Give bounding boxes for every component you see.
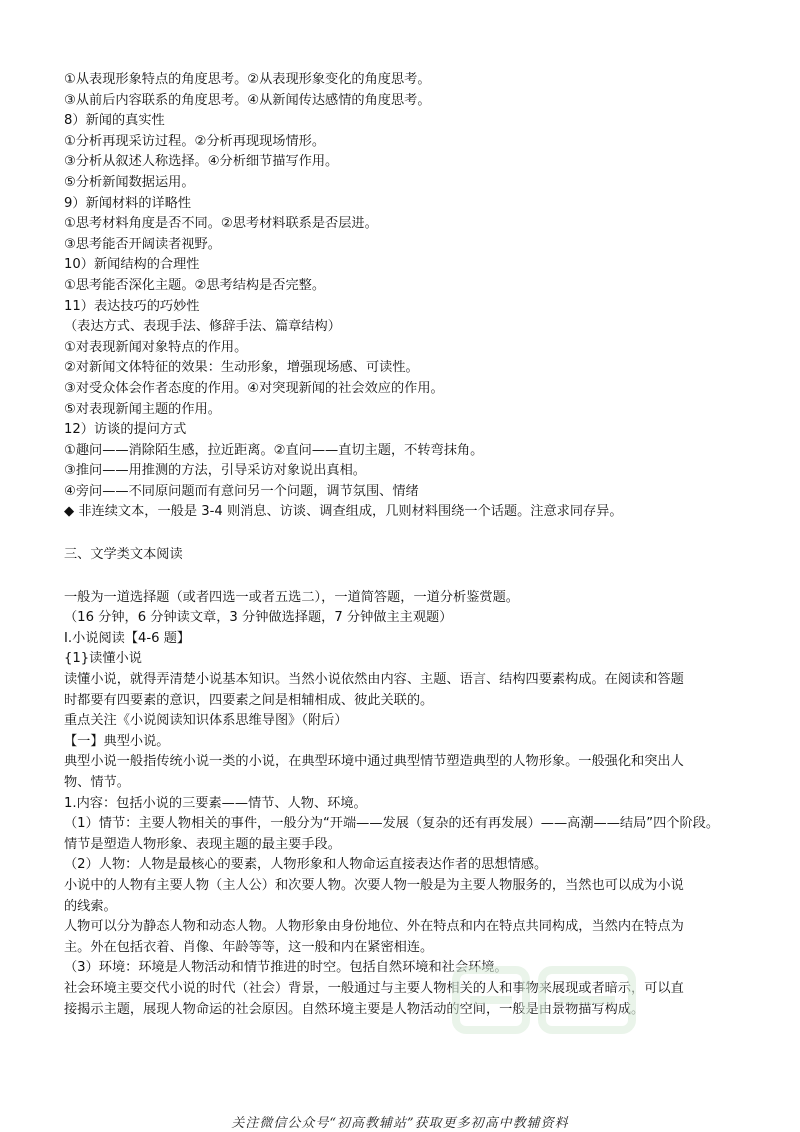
text-line: ②对新闻文体特征的效果：生动形象，增强现场感、可读性。: [64, 360, 419, 376]
text-line: 10）新闻结构的合理性: [64, 257, 200, 273]
text-line: 物、情节。: [64, 775, 130, 790]
text-line: ⑤对表现新闻主题的作用。: [64, 401, 221, 417]
text-line: Ⅰ.小说阅读【4-6 题】: [64, 630, 191, 646]
text-line: ③分析从叙述人称选择。④分析细节描写作用。: [64, 154, 339, 170]
text-line: ①思考能否深化主题。②思考结构是否完整。: [64, 277, 326, 293]
text-line: 接揭示主题，展现人物命运的社会原因。自然环境主要是人物活动的空间，一般是由景物描写构成。: [64, 1001, 645, 1017]
text-line: （表达方式、表现手法、修辞手法、篇章结构）: [64, 319, 341, 335]
text-line: 9）新闻材料的详略性: [64, 195, 192, 211]
footer-promo-text: 关注微信公众号“初高教辅站”获取更多初高中教辅资料: [231, 1116, 569, 1131]
text-line: 情节是塑造人物形象、表现主题的最主要手段。: [64, 836, 341, 852]
text-line: 11）表达技巧的巧妙性: [64, 298, 200, 314]
text-line: ◆ 非连续文本，一般是 3-4 则消息、访谈、调查组成，几则材料围绕一个话题。注意求同存异。: [64, 504, 623, 520]
text-line: 重点关注《小说阅读知识体系思维导图》（附后）: [64, 713, 348, 729]
text-line: ①分析再现采访过程。②分析再现现场情形。: [64, 133, 326, 149]
text-line: ①思考材料角度是否不同。②思考材料联系是否层进。: [64, 216, 378, 232]
text-line: 一般为一道选择题（或者四选一或者五选二），一道简答题，一道分析鉴赏题。: [64, 589, 519, 605]
text-line: （16 分钟，6 分钟读文章，3 分钟做选择题，7 分钟做主主观题）: [64, 610, 453, 626]
text-line: 主。外在包括衣着、肖像、年龄等等，这一般和内在紧密相连。: [64, 939, 434, 955]
text-line: ①从表现形象特点的角度思考。②从表现形象变化的角度思考。: [64, 72, 431, 87]
text-line: ③对受众体会作者态度的作用。④对突现新闻的社会效应的作用。: [64, 380, 444, 396]
text-line: 社会环境主要交代小说的时代（社会）背景，一般通过与主要人物相关的人和事物来展现或者暗示，可以直: [64, 980, 684, 996]
text-line: 典型小说一般指传统小说一类的小说，在典型环境中通过典型情节塑造典型的人物形象。一般强化和突出人: [64, 754, 684, 770]
text-line: ⑤分析新闻数据运用。: [64, 174, 195, 190]
text-line: ③思考能否开阔读者视野。: [64, 236, 221, 252]
text-line: ①对表现新闻对象特点的作用。: [64, 339, 248, 355]
text-line: 8）新闻的真实性: [64, 113, 165, 129]
text-line: 人物可以分为静态人物和动态人物。人物形象由身份地位、外在特点和内在特点共同构成，当然内在特点为: [64, 919, 684, 935]
text-line: 时都要有四要素的意识，四要素之间是相辅相成、彼此关联的。: [64, 692, 434, 708]
text-line: {1}读懂小说: [64, 651, 142, 667]
text-line: （3）环境：环境是人物活动和情节推进的时空。包括自然环境和社会环境。: [64, 960, 508, 976]
text-line: 【一】典型小说。: [64, 733, 170, 749]
text-line: ③推问——用推测的方法，引导采访对象说出真相。: [64, 463, 366, 479]
section-heading: 三、文学类文本阅读: [64, 547, 183, 563]
text-line: 1.内容：包括小说的三要素——情节、人物、环境。: [64, 795, 367, 811]
text-line: ①趣问——消除陌生感，拉近距离。②直问——直切主题，不转弯抹角。: [64, 442, 484, 458]
text-line: 12）访谈的提问方式: [64, 422, 187, 438]
literary-reading-list: [64, 588, 744, 1020]
text-line: 读懂小说，就得弄清楚小说基本知识。当然小说依然由内容、主题、语言、结构四要素构成。在阅读和答题: [64, 672, 684, 688]
document-body: [64, 70, 744, 1020]
text-line: 的线索。: [64, 898, 117, 914]
news-reading-list: [64, 70, 744, 523]
text-line: 小说中的人物有主要人物（主人公）和次要人物。次要人物一般是为主要人物服务的，当然也可以成为小说: [64, 877, 684, 893]
text-line: ③从前后内容联系的角度思考。④从新闻传达感情的角度思考。: [64, 92, 431, 108]
spacer: [64, 523, 744, 545]
spacer: [64, 566, 744, 588]
text-line: （1）情节：主要人物相关的事件，一般分为“开端——发展（复杂的还有再发展）——高潮——结局”四个阶段。: [64, 816, 720, 832]
text-line: ④旁问——不同原问题而有意问另一个问题，调节氛围、情绪: [64, 483, 419, 499]
text-line: （2）人物：人物是最核心的要素，人物形象和人物命运直接表达作者的思想情感。: [64, 857, 548, 873]
